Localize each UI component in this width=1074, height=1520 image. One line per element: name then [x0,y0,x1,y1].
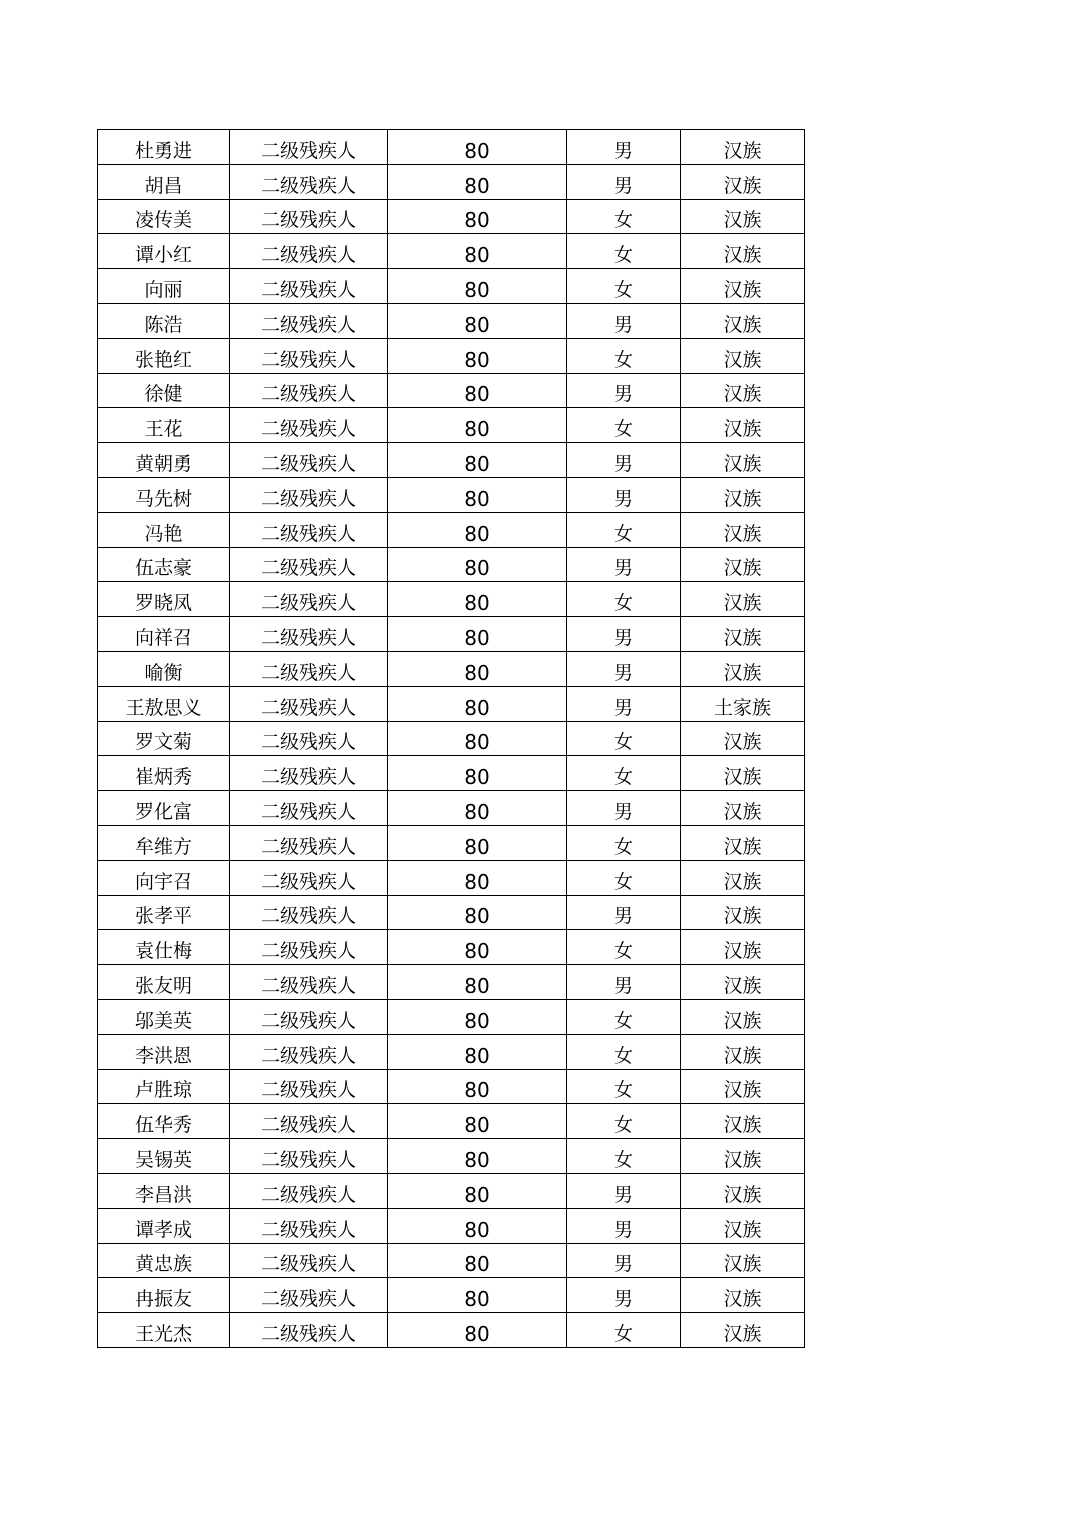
name-cell: 谭孝成 [98,1208,230,1243]
table-row [98,860,805,895]
name-cell: 李昌洪 [98,1173,230,1208]
gender-cell: 男 [567,373,681,408]
ethnicity-cell: 汉族 [681,234,805,269]
gender-cell: 男 [567,1278,681,1313]
ethnicity-cell: 汉族 [681,547,805,582]
table-row [98,199,805,234]
name-cell: 罗晓凤 [98,582,230,617]
table-row [98,164,805,199]
table-row [98,582,805,617]
gender-cell: 女 [567,1313,681,1348]
amount-cell: 80 [388,1313,567,1348]
ethnicity-cell: 汉族 [681,373,805,408]
amount-cell: 80 [388,1208,567,1243]
ethnicity-cell: 汉族 [681,756,805,791]
name-cell: 胡昌 [98,164,230,199]
table-row [98,1173,805,1208]
name-cell: 张孝平 [98,895,230,930]
name-cell: 伍志豪 [98,547,230,582]
disability-level-cell: 二级残疾人 [230,443,388,478]
ethnicity-cell: 汉族 [681,338,805,373]
table-row [98,1139,805,1174]
amount-cell: 80 [388,477,567,512]
recipient-table [97,129,805,1348]
table-row [98,965,805,1000]
ethnicity-cell: 汉族 [681,1278,805,1313]
disability-level-cell: 二级残疾人 [230,130,388,165]
table-row [98,895,805,930]
gender-cell: 男 [567,547,681,582]
name-cell: 崔炳秀 [98,756,230,791]
ethnicity-cell: 汉族 [681,477,805,512]
gender-cell: 男 [567,1243,681,1278]
name-cell: 罗文菊 [98,721,230,756]
ethnicity-cell: 汉族 [681,303,805,338]
amount-cell: 80 [388,930,567,965]
amount-cell: 80 [388,1243,567,1278]
gender-cell: 男 [567,1208,681,1243]
gender-cell: 女 [567,199,681,234]
ethnicity-cell: 汉族 [681,1243,805,1278]
disability-level-cell: 二级残疾人 [230,1139,388,1174]
disability-level-cell: 二级残疾人 [230,999,388,1034]
ethnicity-cell: 汉族 [681,1173,805,1208]
disability-level-cell: 二级残疾人 [230,373,388,408]
ethnicity-cell: 汉族 [681,130,805,165]
ethnicity-cell: 汉族 [681,1069,805,1104]
name-cell: 黄忠族 [98,1243,230,1278]
gender-cell: 男 [567,303,681,338]
ethnicity-cell: 汉族 [681,791,805,826]
name-cell: 卢胜琼 [98,1069,230,1104]
amount-cell: 80 [388,860,567,895]
recipient-table-body [98,130,805,1348]
amount-cell: 80 [388,164,567,199]
disability-level-cell: 二级残疾人 [230,686,388,721]
gender-cell: 女 [567,860,681,895]
ethnicity-cell: 汉族 [681,1313,805,1348]
ethnicity-cell: 汉族 [681,895,805,930]
table-row [98,338,805,373]
table-row [98,617,805,652]
table-row [98,547,805,582]
gender-cell: 女 [567,582,681,617]
disability-level-cell: 二级残疾人 [230,756,388,791]
amount-cell: 80 [388,791,567,826]
name-cell: 罗化富 [98,791,230,826]
disability-level-cell: 二级残疾人 [230,721,388,756]
name-cell: 王光杰 [98,1313,230,1348]
amount-cell: 80 [388,199,567,234]
gender-cell: 女 [567,338,681,373]
disability-level-cell: 二级残疾人 [230,234,388,269]
table-row [98,373,805,408]
disability-level-cell: 二级残疾人 [230,1069,388,1104]
amount-cell: 80 [388,756,567,791]
amount-cell: 80 [388,373,567,408]
ethnicity-cell: 汉族 [681,1139,805,1174]
table-row [98,930,805,965]
disability-level-cell: 二级残疾人 [230,164,388,199]
disability-level-cell: 二级残疾人 [230,582,388,617]
amount-cell: 80 [388,1139,567,1174]
table-row [98,1208,805,1243]
gender-cell: 女 [567,999,681,1034]
gender-cell: 男 [567,895,681,930]
gender-cell: 男 [567,1173,681,1208]
amount-cell: 80 [388,1034,567,1069]
ethnicity-cell: 汉族 [681,443,805,478]
table-row [98,1034,805,1069]
amount-cell: 80 [388,895,567,930]
table-row [98,721,805,756]
ethnicity-cell: 汉族 [681,860,805,895]
amount-cell: 80 [388,965,567,1000]
amount-cell: 80 [388,999,567,1034]
table-row [98,756,805,791]
disability-level-cell: 二级残疾人 [230,965,388,1000]
ethnicity-cell: 土家族 [681,686,805,721]
table-row [98,477,805,512]
amount-cell: 80 [388,1278,567,1313]
ethnicity-cell: 汉族 [681,164,805,199]
amount-cell: 80 [388,721,567,756]
ethnicity-cell: 汉族 [681,1034,805,1069]
gender-cell: 男 [567,965,681,1000]
name-cell: 冯艳 [98,512,230,547]
disability-level-cell: 二级残疾人 [230,269,388,304]
table-row [98,512,805,547]
gender-cell: 男 [567,617,681,652]
disability-level-cell: 二级残疾人 [230,825,388,860]
gender-cell: 女 [567,234,681,269]
name-cell: 邬美英 [98,999,230,1034]
disability-level-cell: 二级残疾人 [230,791,388,826]
disability-level-cell: 二级残疾人 [230,617,388,652]
amount-cell: 80 [388,686,567,721]
ethnicity-cell: 汉族 [681,930,805,965]
ethnicity-cell: 汉族 [681,582,805,617]
disability-level-cell: 二级残疾人 [230,651,388,686]
name-cell: 谭小红 [98,234,230,269]
gender-cell: 男 [567,443,681,478]
amount-cell: 80 [388,1104,567,1139]
disability-level-cell: 二级残疾人 [230,1104,388,1139]
name-cell: 向宇召 [98,860,230,895]
amount-cell: 80 [388,582,567,617]
amount-cell: 80 [388,1173,567,1208]
gender-cell: 女 [567,1034,681,1069]
gender-cell: 男 [567,130,681,165]
disability-level-cell: 二级残疾人 [230,1208,388,1243]
name-cell: 黄朝勇 [98,443,230,478]
name-cell: 吴锡英 [98,1139,230,1174]
table-row [98,234,805,269]
table-row [98,791,805,826]
name-cell: 李洪恩 [98,1034,230,1069]
disability-level-cell: 二级残疾人 [230,512,388,547]
name-cell: 喻衡 [98,651,230,686]
disability-level-cell: 二级残疾人 [230,860,388,895]
ethnicity-cell: 汉族 [681,1208,805,1243]
gender-cell: 女 [567,269,681,304]
table-row [98,1104,805,1139]
gender-cell: 女 [567,825,681,860]
name-cell: 张友明 [98,965,230,1000]
gender-cell: 女 [567,1104,681,1139]
disability-level-cell: 二级残疾人 [230,338,388,373]
disability-level-cell: 二级残疾人 [230,477,388,512]
gender-cell: 男 [567,651,681,686]
table-row [98,130,805,165]
name-cell: 马先树 [98,477,230,512]
table-row [98,1069,805,1104]
table-row [98,651,805,686]
table-row [98,825,805,860]
disability-level-cell: 二级残疾人 [230,408,388,443]
table-row [98,269,805,304]
disability-level-cell: 二级残疾人 [230,1278,388,1313]
name-cell: 伍华秀 [98,1104,230,1139]
table-row [98,408,805,443]
ethnicity-cell: 汉族 [681,617,805,652]
gender-cell: 男 [567,164,681,199]
name-cell: 王花 [98,408,230,443]
ethnicity-cell: 汉族 [681,199,805,234]
table-row [98,686,805,721]
table-row [98,999,805,1034]
amount-cell: 80 [388,651,567,686]
name-cell: 陈浩 [98,303,230,338]
name-cell: 杜勇进 [98,130,230,165]
amount-cell: 80 [388,443,567,478]
name-cell: 向祥召 [98,617,230,652]
name-cell: 向丽 [98,269,230,304]
gender-cell: 女 [567,1069,681,1104]
ethnicity-cell: 汉族 [681,825,805,860]
disability-level-cell: 二级残疾人 [230,930,388,965]
disability-level-cell: 二级残疾人 [230,199,388,234]
name-cell: 凌传美 [98,199,230,234]
name-cell: 张艳红 [98,338,230,373]
table-row [98,1313,805,1348]
gender-cell: 男 [567,686,681,721]
disability-level-cell: 二级残疾人 [230,1034,388,1069]
table-row [98,1243,805,1278]
ethnicity-cell: 汉族 [681,651,805,686]
amount-cell: 80 [388,512,567,547]
disability-level-cell: 二级残疾人 [230,1313,388,1348]
disability-level-cell: 二级残疾人 [230,1173,388,1208]
gender-cell: 女 [567,930,681,965]
disability-level-cell: 二级残疾人 [230,1243,388,1278]
amount-cell: 80 [388,303,567,338]
amount-cell: 80 [388,825,567,860]
name-cell: 袁仕梅 [98,930,230,965]
gender-cell: 女 [567,408,681,443]
gender-cell: 男 [567,477,681,512]
name-cell: 冉振友 [98,1278,230,1313]
disability-level-cell: 二级残疾人 [230,547,388,582]
ethnicity-cell: 汉族 [681,1104,805,1139]
ethnicity-cell: 汉族 [681,999,805,1034]
table-row [98,1278,805,1313]
disability-level-cell: 二级残疾人 [230,303,388,338]
amount-cell: 80 [388,338,567,373]
ethnicity-cell: 汉族 [681,408,805,443]
disability-level-cell: 二级残疾人 [230,895,388,930]
ethnicity-cell: 汉族 [681,512,805,547]
gender-cell: 女 [567,721,681,756]
gender-cell: 女 [567,756,681,791]
gender-cell: 女 [567,1139,681,1174]
amount-cell: 80 [388,617,567,652]
ethnicity-cell: 汉族 [681,965,805,1000]
ethnicity-cell: 汉族 [681,269,805,304]
amount-cell: 80 [388,408,567,443]
ethnicity-cell: 汉族 [681,721,805,756]
table-row [98,303,805,338]
table-row [98,443,805,478]
gender-cell: 女 [567,512,681,547]
amount-cell: 80 [388,234,567,269]
amount-cell: 80 [388,269,567,304]
name-cell: 牟维方 [98,825,230,860]
name-cell: 王敖思义 [98,686,230,721]
amount-cell: 80 [388,130,567,165]
gender-cell: 男 [567,791,681,826]
amount-cell: 80 [388,547,567,582]
amount-cell: 80 [388,1069,567,1104]
name-cell: 徐健 [98,373,230,408]
